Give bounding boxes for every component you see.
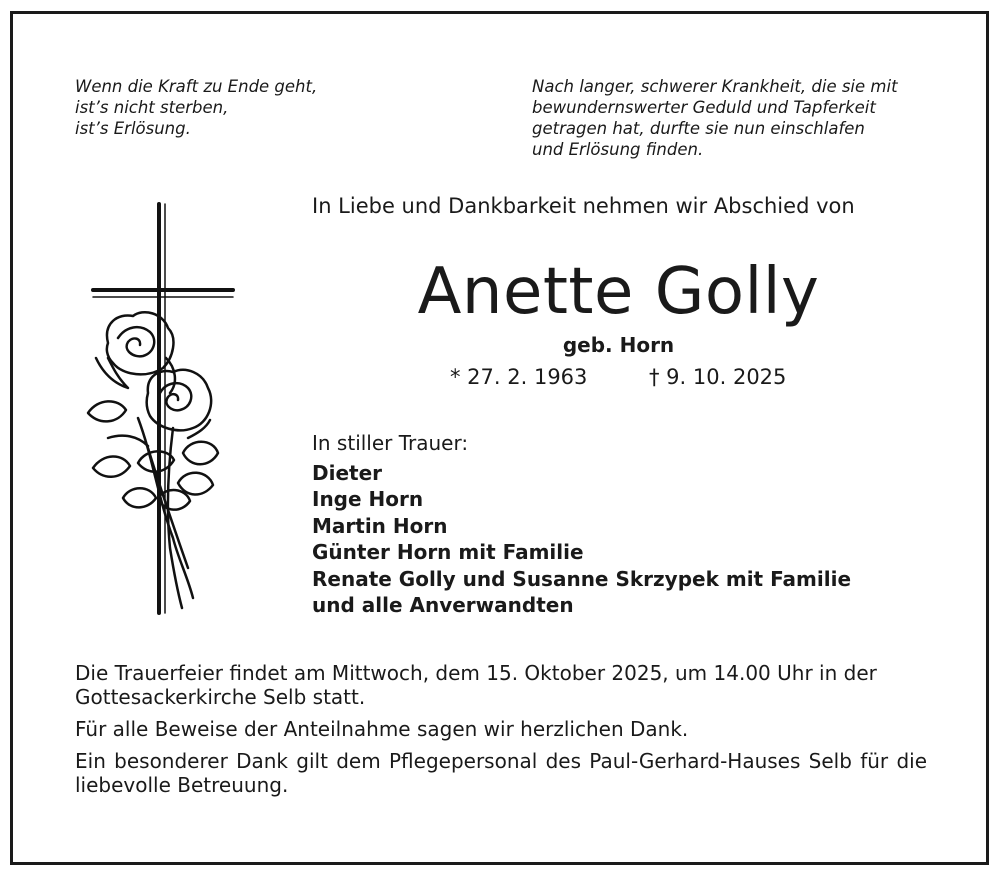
death-date: † 9. 10. 2025 [649, 365, 787, 389]
funeral-notice: Die Trauerfeier findet am Mittwoch, dem 15. Oktober 2025, um 14.00 Uhr in der Gottesackerkirche Selb statt. [75, 661, 877, 709]
mourners-list [312, 460, 851, 618]
special-thanks-notice: Ein besonderer Dank gilt dem Pflegepersonal des Paul-Gerhard-Hauses Selb für die liebevolle Betreuung. [75, 749, 927, 797]
illness-quote: Nach langer, schwerer Krankheit, die sie mit bewundernswerter Geduld und Tapferkeit getragen hat, durfte sie nun einschlafen und Erlösung finden. [532, 77, 898, 159]
mourner: Günter Horn mit Familie [312, 540, 584, 565]
birth-name: geb. Horn [562, 333, 675, 357]
mourner: Inge Horn [312, 487, 424, 512]
mourner: Renate Golly und Susanne Skrzypek mit Familie [312, 566, 852, 591]
mourning-label: In stiller Trauer: [312, 431, 469, 455]
birth-date: * 27. 2. 1963 [450, 365, 588, 389]
farewell-intro: In Liebe und Dankbarkeit nehmen wir Abschied von [312, 194, 855, 218]
mourner: Dieter [312, 461, 383, 485]
deceased-name: Anette Golly [417, 255, 820, 329]
verse-quote: Wenn die Kraft zu Ende geht, ist’s nicht sterben, ist’s Erlösung. [75, 77, 318, 138]
thanks-notice: Für alle Beweise der Anteilnahme sagen wir herzlichen Dank. [75, 717, 689, 741]
mourner: Martin Horn [312, 513, 448, 538]
mourner: und alle Anverwandten [312, 593, 574, 618]
